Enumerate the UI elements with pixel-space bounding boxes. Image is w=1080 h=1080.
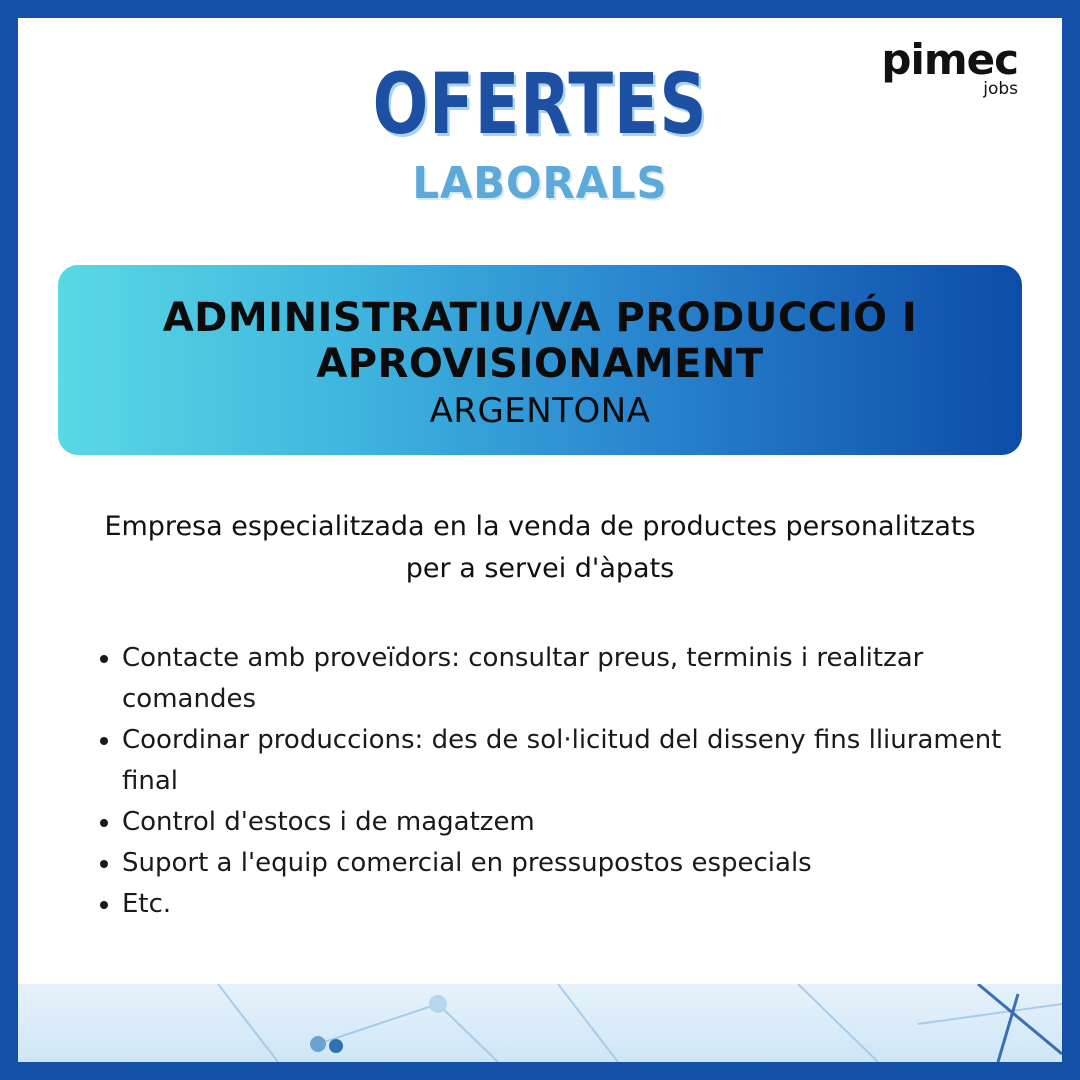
node-icon (329, 1039, 343, 1053)
duty-item: • Coordinar produccions: des de sol·licitud del disseny fins lliurament final (122, 720, 1052, 802)
job-location: ARGENTONA (429, 391, 651, 431)
logo-subtext: jobs (983, 79, 1018, 99)
page-title: OFERTES (372, 55, 708, 153)
duty-item: • Control d'estocs i de magatzem (122, 802, 1052, 843)
node-icon (310, 1036, 326, 1052)
node-icon (429, 995, 447, 1013)
page-heading (18, 54, 1062, 212)
logo-wordmark: pimec (881, 35, 1018, 84)
duty-item: • Contacte amb proveïdors: consultar preus, terminis i realitzar comandes (122, 638, 1052, 720)
network-decoration (18, 984, 1062, 1062)
company-description: Empresa especialitzada en la venda de productes personalitzats per a servei d'àpats (104, 511, 976, 584)
network-graphic (18, 984, 1062, 1062)
duty-item: • Etc. (122, 884, 1052, 925)
page-subtitle: LABORALS (412, 158, 668, 209)
job-title: ADMINISTRATIU/VA PRODUCCIÓ I APROVISIONAMENT (162, 295, 918, 387)
job-banner (58, 265, 1022, 455)
job-offer-card (18, 18, 1062, 1062)
duties-list (88, 638, 1052, 925)
duty-item: • Suport a l'equip comercial en pressupostos especials (122, 843, 1052, 884)
